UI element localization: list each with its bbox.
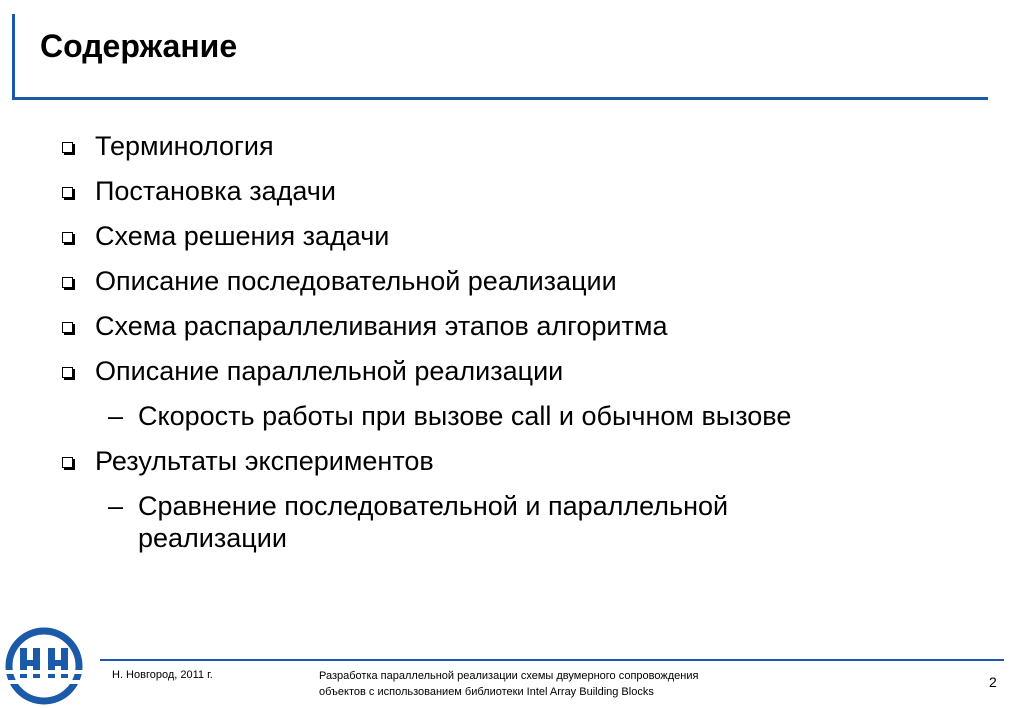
contents-list: [62, 130, 992, 567]
title-accent-bar: [12, 14, 15, 100]
page-title: Содержание: [40, 28, 238, 64]
square-bullet-icon: [62, 457, 73, 468]
page-number: 2: [989, 674, 997, 690]
list-item-text: Постановка задачи: [95, 176, 336, 206]
sub-list-item-text: Сравнение последовательной и параллельной реализации: [138, 491, 729, 553]
square-bullet-icon: [62, 277, 73, 288]
dash-bullet: –: [108, 491, 124, 521]
list-item: [62, 175, 992, 207]
list-item: [62, 445, 992, 477]
list-item: [62, 130, 992, 162]
list-item: [62, 355, 992, 387]
list-item: [62, 265, 992, 297]
square-bullet-icon: [62, 367, 73, 378]
footer-divider: [100, 659, 1004, 661]
footer-description: [319, 668, 839, 700]
university-logo-icon: [4, 626, 88, 706]
list-item-text: Схема распараллеливания этапов алгоритма: [95, 311, 668, 341]
footer-description-line: Разработка параллельной реализации схемы двумерного сопровождения: [319, 670, 699, 682]
square-bullet-icon: [62, 142, 73, 153]
list-item-text: Результаты экспериментов: [95, 446, 434, 476]
list-item-text: Терминология: [95, 131, 274, 161]
list-item-text: Описание параллельной реализации: [95, 356, 564, 386]
square-bullet-icon: [62, 322, 73, 333]
sub-list-item: [108, 400, 992, 432]
list-item-text: Схема решения задачи: [95, 221, 390, 251]
list-item: [62, 220, 992, 252]
sub-list-item-text: Скорость работы при вызове call и обычном вызове: [138, 401, 792, 431]
sub-list-item: [108, 490, 992, 554]
footer-city-year: Н. Новгород, 2011 г.: [112, 669, 213, 681]
square-bullet-icon: [62, 187, 73, 198]
list-item-text: Описание последовательной реализации: [95, 266, 617, 296]
dash-bullet: –: [108, 401, 124, 431]
title-divider: [12, 97, 988, 100]
footer-description-line: объектов с использованием библиотеки Intel Array Building Blocks: [319, 686, 654, 698]
square-bullet-icon: [62, 232, 73, 243]
list-item: [62, 310, 992, 342]
